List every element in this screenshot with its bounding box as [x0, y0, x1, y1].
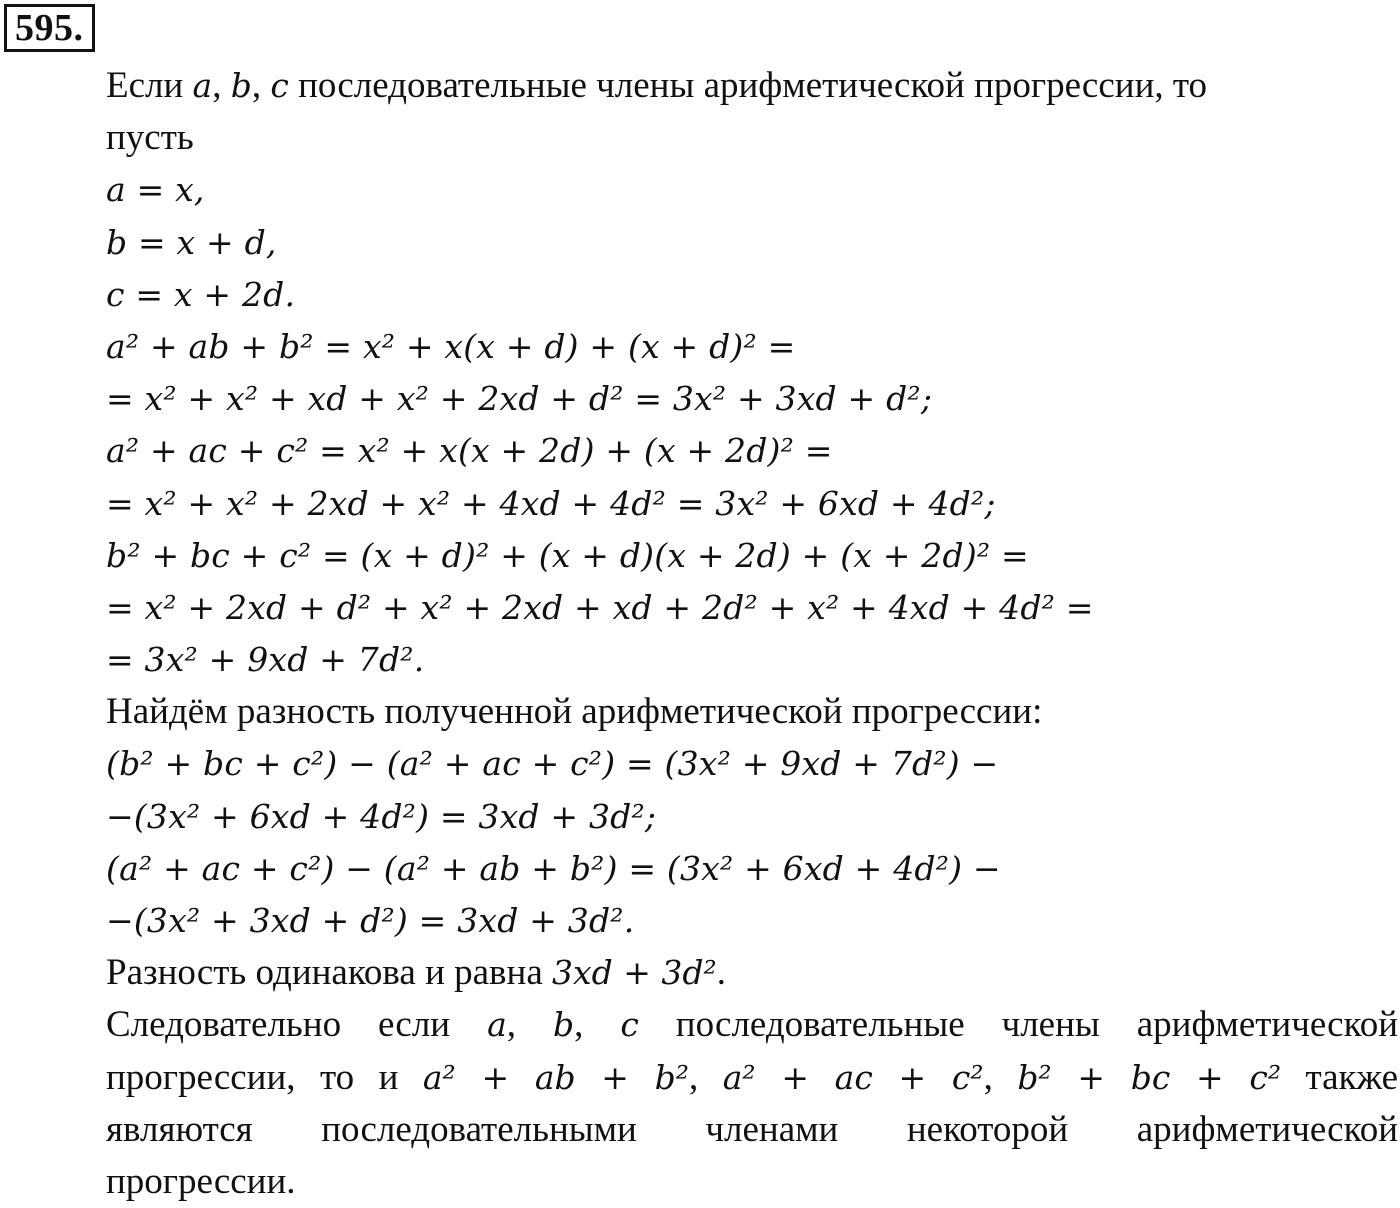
conclusion-text: прогрессии, то и: [106, 1056, 423, 1098]
substitution-line: b = x + d,: [106, 222, 277, 262]
solution-body: [106, 60, 1398, 1208]
var-a: a: [192, 66, 213, 105]
difference-line: −(3x² + 3xd + d²) = 3xd + 3d².: [106, 901, 635, 940]
computation-line: = x² + 2xd + d² + x² + 2xd + xd + 2d² + x² + 4xd + 4d² =: [106, 587, 1094, 627]
conclusion-line-3: являются последовательными членами некоторой арифметической: [106, 1108, 1398, 1150]
computation-line: b² + bc + c² = (x + d)² + (x + d)(x + 2d) + (x + 2d)² =: [106, 535, 1029, 575]
computation-line: a² + ab + b² = x² + x(x + d) + (x + d)² =: [106, 326, 796, 366]
expr-3: b² + bc + c²: [1017, 1057, 1282, 1097]
computation-line: = 3x² + 9xd + 7d².: [106, 640, 425, 680]
var-a: a: [487, 1005, 507, 1045]
sep: ,: [574, 1004, 621, 1046]
equal-difference-line: [106, 947, 1398, 999]
computation-line: a² + ac + c² = x² + x(x + 2d) + (x + 2d)² =: [106, 431, 833, 471]
conclusion-line-4: прогрессии.: [106, 1160, 296, 1202]
var-c: c: [270, 66, 289, 105]
intro-line-2: пусть: [106, 117, 194, 159]
equal-difference-text: Разность одинакова и равна: [106, 952, 553, 994]
conclusion-text-rest: также: [1281, 1056, 1399, 1098]
computation-line: = x² + x² + 2xd + x² + 4xd + 4d² = 3x² + 6xd + 4d²;: [106, 483, 996, 523]
sep: ,: [689, 1056, 723, 1098]
sep: ,: [251, 65, 271, 106]
difference-line: (b² + bc + c²) − (a² + ac + c²) = (3x² + 9xd + 7d²) −: [106, 744, 999, 784]
intro-text-start: Если: [106, 65, 193, 106]
expr-1: a² + ab + b²: [422, 1057, 690, 1097]
intro-line-1: [106, 60, 1398, 112]
sep: ,: [506, 1004, 553, 1046]
sep: ,: [212, 65, 231, 106]
var-b: b: [552, 1005, 575, 1045]
difference-line: (a² + ac + c²) − (a² + ab + b²) = (3x² + 6xd + 4d²) −: [106, 848, 1001, 888]
var-c: c: [620, 1005, 639, 1045]
period: .: [716, 952, 726, 994]
substitution-line: c = x + 2d.: [106, 274, 296, 314]
difference-line: −(3x² + 6xd + 4d²) = 3xd + 3d²;: [106, 796, 657, 836]
substitution-line: a = x,: [106, 170, 205, 210]
sep: ,: [983, 1056, 1018, 1098]
problem-number: 595.: [4, 4, 95, 52]
conclusion-text-rest: последовательные члены арифметической: [638, 1004, 1399, 1046]
conclusion-line-1: [106, 999, 1398, 1051]
var-b: b: [230, 66, 252, 105]
computation-line: = x² + x² + xd + x² + 2xd + d² = 3x² + 3xd + d²;: [106, 379, 933, 419]
difference-heading: Найдём разность полученной арифметической прогрессии:: [106, 691, 1043, 733]
expr-2: a² + ac + c²: [722, 1057, 984, 1097]
equal-difference-expr: 3xd + 3d²: [552, 953, 717, 993]
conclusion-line-2: [106, 1052, 1398, 1104]
conclusion-text: Следовательно если: [106, 1004, 488, 1046]
intro-text-end: последовательные члены арифметической прогрессии, то: [288, 65, 1208, 106]
